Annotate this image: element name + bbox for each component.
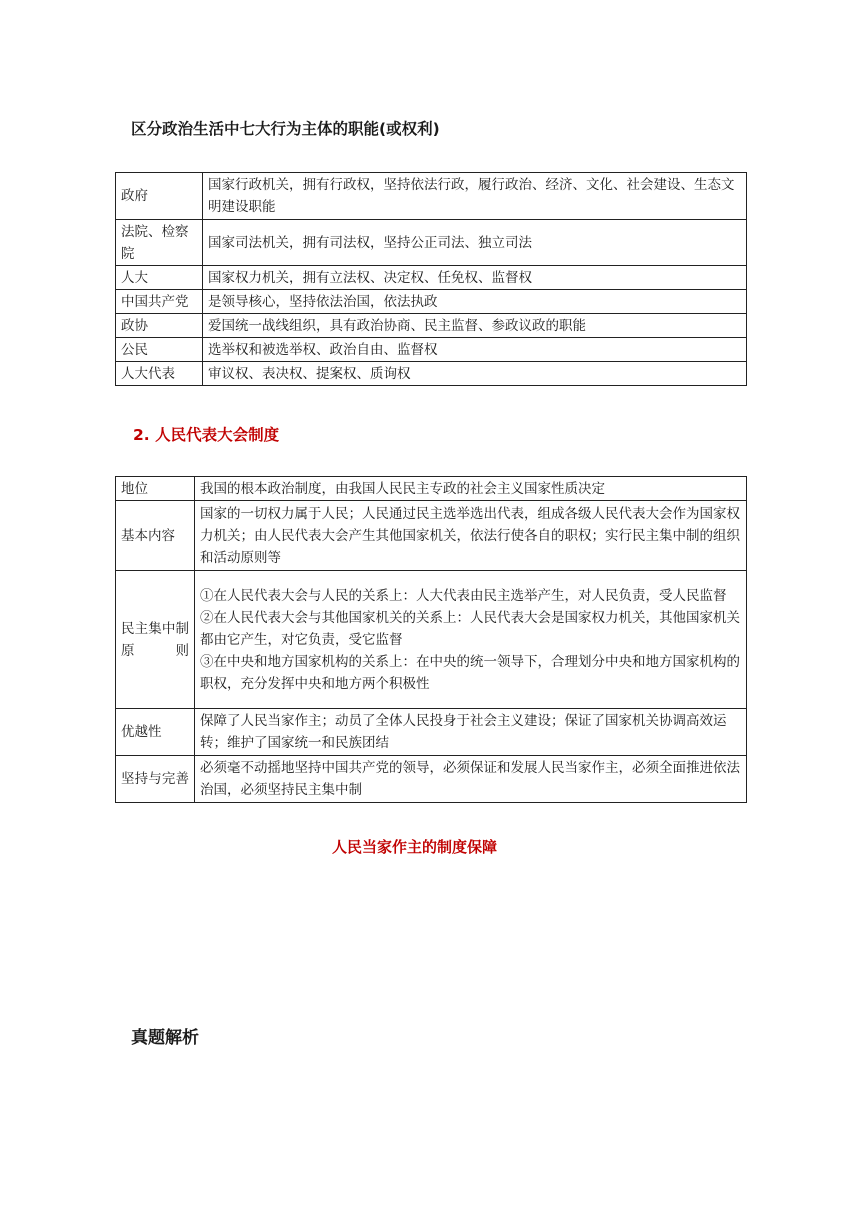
table-row <box>116 501 747 571</box>
npc-system-table <box>115 476 747 803</box>
section-title-institutional-guarantee: 人民当家作主的制度保障 <box>332 838 498 856</box>
table-row <box>116 290 747 314</box>
subject-cell: 政府 <box>116 173 203 220</box>
table-row <box>116 314 747 338</box>
subject-cell: 公民 <box>116 338 203 362</box>
list-item: ①在人民代表大会与人民的关系上：人大代表由民主选举产生，对人民负责，受人民监督 <box>200 587 727 604</box>
section-title-npc-system: 2. 人民代表大会制度 <box>133 426 280 444</box>
section-title-subject-functions: 区分政治生活中七大行为主体的职能(或权利) <box>131 120 440 138</box>
content-cell: 我国的根本政治制度，由我国人民民主专政的社会主义国家性质决定 <box>195 477 747 501</box>
table-row <box>116 338 747 362</box>
subject-functions-table <box>115 172 747 386</box>
label-cell: 优越性 <box>116 709 195 756</box>
subject-cell: 人大代表 <box>116 362 203 386</box>
list-item: ③在中央和地方国家机构的关系上：在中央的统一领导下，合理划分中央和地方国家机构的职权，充分发挥中央和地方两个积极性 <box>200 653 740 692</box>
table-row <box>116 220 747 266</box>
label-cell: 地位 <box>116 477 195 501</box>
label-cell: 民主集中制原则 <box>116 571 195 709</box>
content-cell: 国家的一切权力属于人民；人民通过民主选举选出代表，组成各级人民代表大会作为国家权力机关；由人民代表大会产生其他国家机关，依法行使各自的职权；实行民主集中制的组织和活动原则等 <box>195 501 747 571</box>
table-row <box>116 756 747 803</box>
function-cell: 审议权、表决权、提案权、质询权 <box>203 362 747 386</box>
table-row <box>116 266 747 290</box>
table-row <box>116 173 747 220</box>
table-row <box>116 709 747 756</box>
function-cell: 是领导核心，坚持依法治国，依法执政 <box>203 290 747 314</box>
list-item: ②在人民代表大会与其他国家机关的关系上：人民代表大会是国家权力机关，其他国家机关都由它产生，对它负责，受它监督 <box>200 609 740 648</box>
subject-cell: 中国共产党 <box>116 290 203 314</box>
function-cell: 国家权力机关，拥有立法权、决定权、任免权、监督权 <box>203 266 747 290</box>
subject-cell: 人大 <box>116 266 203 290</box>
function-cell: 国家司法机关，拥有司法权，坚持公正司法、独立司法 <box>203 220 747 266</box>
table-row <box>116 477 747 501</box>
table-row <box>116 571 747 709</box>
section-title-exam-analysis: 真题解析 <box>131 1028 199 1048</box>
label-cell: 坚持与完善 <box>116 756 195 803</box>
subject-cell: 法院、检察院 <box>116 220 203 266</box>
label-cell: 基本内容 <box>116 501 195 571</box>
function-cell: 爱国统一战线组织，具有政治协商、民主监督、参政议政的职能 <box>203 314 747 338</box>
table-row <box>116 362 747 386</box>
subject-cell: 政协 <box>116 314 203 338</box>
content-cell: 必须毫不动摇地坚持中国共产党的领导，必须保证和发展人民当家作主，必须全面推进依法治国，必须坚持民主集中制 <box>195 756 747 803</box>
function-cell: 国家行政机关，拥有行政权，坚持依法行政，履行政治、经济、文化、社会建设、生态文明建设职能 <box>203 173 747 220</box>
content-cell: 保障了人民当家作主；动员了全体人民投身于社会主义建设；保证了国家机关协调高效运转；维护了国家统一和民族团结 <box>195 709 747 756</box>
content-cell <box>195 571 747 709</box>
function-cell: 选举权和被选举权、政治自由、监督权 <box>203 338 747 362</box>
